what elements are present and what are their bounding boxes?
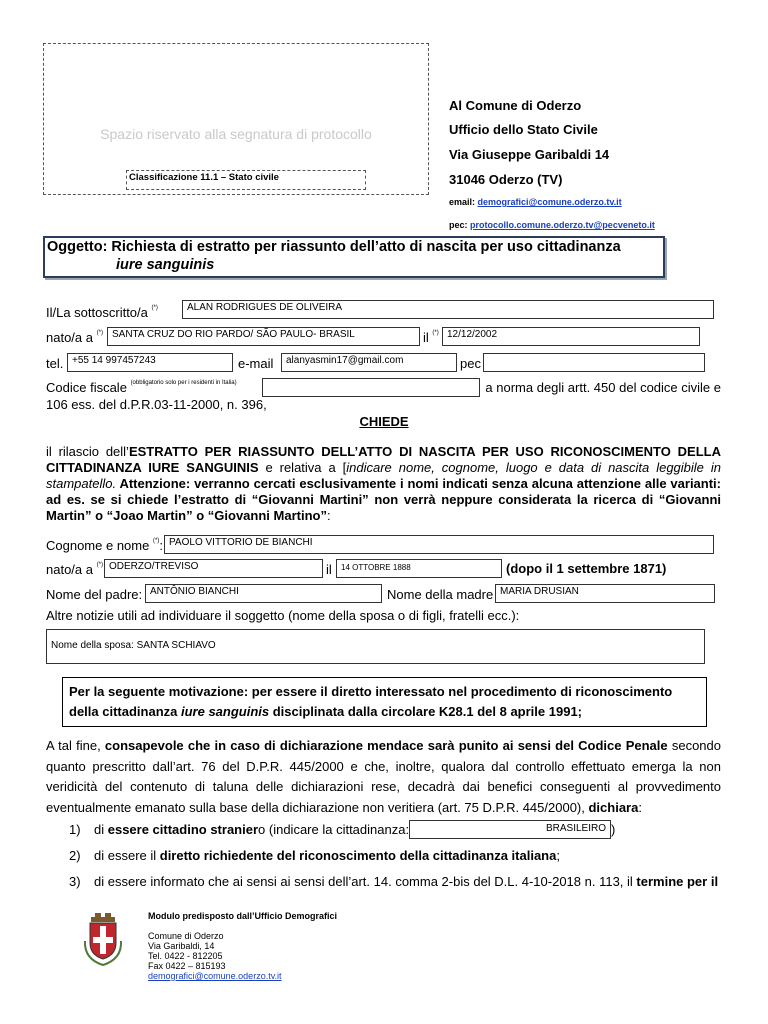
recipient-line-2: Ufficio dello Stato Civile bbox=[449, 122, 598, 137]
applicant-tel-field[interactable]: +55 14 997457243 bbox=[67, 353, 233, 372]
declaration-paragraph: A tal fine, consapevole che in caso di dichiarazione mendace sarà punito ai sensi del Codice Penale secondo quanto prescritto dall’art. 76 del D.P.R. 445/2000 e che, inoltre, qualora dal controllo effettuato emerga la non veridicità del contenuto di taluna delle dichiarazioni rese, decadrà dai benefici conseguenti al provvedimento eventualmente emanato sulla base della dichiarazione non veritiera (art. 75 D.P.R. 445/2000), dichiara: bbox=[46, 738, 721, 815]
person-birthplace-field[interactable]: ODERZO/TREVISO bbox=[104, 559, 323, 578]
person-after-note: (dopo il 1 settembre 1871) bbox=[506, 561, 667, 576]
footer-line-3: Tel. 0422 - 812205 bbox=[148, 951, 223, 961]
applicant-il-label: il (*) bbox=[423, 330, 439, 345]
other-info-field[interactable]: Nome della sposa: SANTA SCHIAVO bbox=[46, 629, 705, 664]
item-3-number: 3) bbox=[69, 874, 81, 889]
person-birthdate-field[interactable]: 14 OTTOBRE 1888 bbox=[336, 559, 502, 578]
applicant-cf-after: a norma degli artt. 450 del codice civile e bbox=[485, 380, 721, 395]
recipient-email-row bbox=[449, 197, 622, 207]
person-born-label: nato/a a (*) bbox=[46, 562, 103, 577]
other-info-label: Altre notizie utili ad individuare il soggetto (nome della sposa o di figli, fratelli ecc.): bbox=[46, 608, 520, 623]
protocol-placeholder-text: Spazio riservato alla segnatura di protocollo bbox=[100, 126, 372, 142]
item-1-number: 1) bbox=[69, 822, 81, 837]
applicant-email-field[interactable]: alanyasmin17@gmail.com bbox=[281, 353, 457, 372]
applicant-birthdate-field[interactable]: 12/12/2002 bbox=[442, 327, 700, 346]
subject-title-line2: iure sanguinis bbox=[116, 257, 215, 273]
applicant-email-label: e-mail bbox=[238, 356, 274, 371]
recipient-line-4: 31046 Oderzo (TV) bbox=[449, 172, 563, 187]
applicant-cf-field[interactable] bbox=[262, 378, 480, 397]
recipient-pec-label: pec: bbox=[449, 220, 468, 230]
request-paragraph: il rilascio dell’ESTRATTO PER RIASSUNTO DELL’ATTO DI NASCITA PER USO RICONOSCIMENTO DELLA CITTADINANZA IURE SANGUINIS e relativa a [indicare nome, cognome, luogo e data di nascita leggibile in stampatello. Attenzione: verranno cercati esclusivamente i nomi indicati senza alcuna attenzione alle varianti: ad es. se si chiede l’estratto di “Giovanni Martini” non verrà neppure considerata la ricerca di “Giovanni Martin” o “Joao Martin” o “Giovanni Martino”: bbox=[46, 444, 721, 523]
footer-line-1: Comune di Oderzo bbox=[148, 931, 224, 941]
recipient-email-label: email: bbox=[449, 197, 476, 207]
item-1-close: ) bbox=[611, 822, 616, 837]
applicant-cf-line2: 106 ess. del d.P.R.03-11-2000, n. 396, bbox=[46, 397, 267, 412]
item-3-text: di essere informato che ai sensi ai sensi dell’art. 14. comma 2-bis del D.L. 4-10-2018 n. 113, il termine per il bbox=[94, 874, 719, 889]
applicant-born-label: nato/a a (*) bbox=[46, 330, 103, 345]
applicant-name-field[interactable]: ALAN RODRIGUES DE OLIVEIRA bbox=[182, 300, 714, 319]
footer-title: Modulo predisposto dall’Ufficio Demografici bbox=[148, 911, 338, 921]
person-name-label: Cognome e nome (*): bbox=[46, 538, 163, 553]
applicant-tel-label: tel. bbox=[46, 356, 64, 371]
footer-line-2: Via Garibaldi, 14 bbox=[148, 941, 215, 951]
applicant-pec-field[interactable] bbox=[483, 353, 705, 372]
person-name-field[interactable]: PAOLO VITTORIO DE BIANCHI bbox=[164, 535, 714, 554]
mother-label: Nome della madre bbox=[387, 587, 494, 602]
footer-email-row bbox=[148, 971, 282, 981]
oderzo-crest-icon bbox=[82, 911, 124, 967]
father-label: Nome del padre: bbox=[46, 587, 143, 602]
person-il-label: il bbox=[326, 562, 332, 577]
applicant-pec-label: pec bbox=[460, 356, 481, 371]
recipient-email-link[interactable]: demografici@comune.oderzo.tv.it bbox=[477, 197, 622, 207]
item-2-text: di essere il diretto richiedente del riconoscimento della cittadinanza italiana; bbox=[94, 848, 560, 863]
applicant-birthplace-field[interactable]: SANTA CRUZ DO RIO PARDO/ SÃO PAULO- BRASIL bbox=[107, 327, 420, 346]
recipient-pec-row bbox=[449, 220, 655, 230]
footer-line-4: Fax 0422 – 815193 bbox=[148, 961, 226, 971]
footer-email-link[interactable]: demografici@comune.oderzo.tv.it bbox=[148, 971, 282, 981]
item-2-number: 2) bbox=[69, 848, 81, 863]
father-field[interactable]: ANTÔNIO BIANCHI bbox=[145, 584, 382, 603]
mother-field[interactable]: MARIA DRUSIAN bbox=[495, 584, 715, 603]
subject-title: Oggetto: Richiesta di estratto per riassunto dell’atto di nascita per uso cittadinanza bbox=[47, 239, 621, 255]
classification-box: Classificazione 11.1 – Stato civile bbox=[126, 170, 366, 190]
recipient-line-3: Via Giuseppe Garibaldi 14 bbox=[449, 147, 610, 162]
chiede-heading: CHIEDE bbox=[359, 414, 409, 429]
applicant-cf-label: Codice fiscale $^{(obbligatorio solo per i residenti in Italia)}$ bbox=[46, 380, 237, 395]
motivation-box: Per la seguente motivazione: per essere il diretto interessato nel procedimento di riconoscimento della cittadinanza iure sanguinis disciplinata dalla circolare K28.1 del 8 aprile 1991; bbox=[62, 677, 707, 727]
citizenship-field[interactable]: BRASILEIRO bbox=[409, 820, 611, 839]
recipient-line-1: Al Comune di Oderzo bbox=[449, 98, 582, 113]
item-1-text: di essere cittadino straniero (indicare la cittadinanza: bbox=[94, 822, 410, 837]
recipient-pec-link[interactable]: protocollo.comune.oderzo.tv@pecveneto.it bbox=[470, 220, 655, 230]
applicant-name-label: Il/La sottoscritto/a (*) bbox=[46, 305, 158, 320]
